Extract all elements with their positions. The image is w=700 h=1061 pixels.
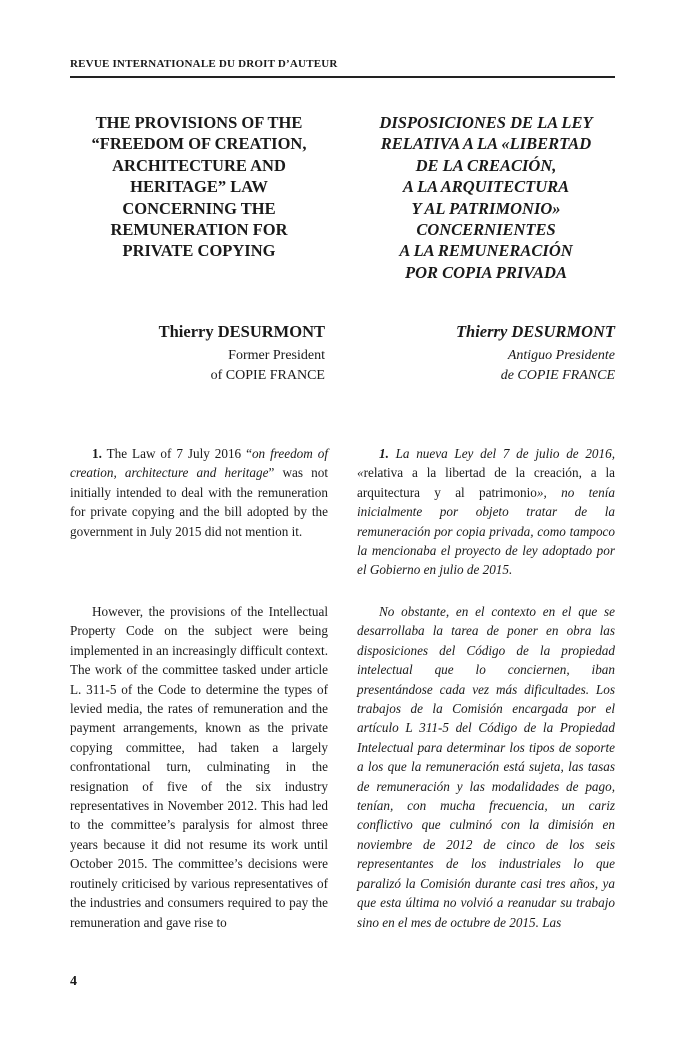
- english-title-line: HERITAGE” LAW: [130, 177, 268, 197]
- english-title-line: THE PROVISIONS OF THE: [95, 113, 303, 132]
- english-affiliation: [70, 346, 325, 386]
- spanish-title-line: A LA ARQUITECTURA: [402, 177, 570, 197]
- english-title-line: PRIVATE COPYING: [122, 241, 276, 261]
- header-rule: [70, 76, 615, 78]
- english-paragraph-1: [70, 444, 328, 541]
- english-title-line: ARCHITECTURE AND: [112, 155, 286, 175]
- spanish-para1-text-end: », no tenía inicialmente por objeto tratar de la remuneración por copia privada, como tampoco la mencionaba el proyecto de ley adoptado por el Gobierno en julio de 2015.: [357, 484, 615, 578]
- spanish-affiliation-line: de COPIE FRANCE: [500, 368, 615, 383]
- spanish-title-line: DISPOSICIONES DE LA LEY: [379, 113, 593, 132]
- english-title: [70, 112, 328, 262]
- page-number: 4: [70, 974, 77, 989]
- english-para1-text: The Law of 7 July 2016 “: [101, 446, 252, 461]
- english-affiliation-line: Former President: [228, 348, 325, 363]
- english-title-line: CONCERNING THE: [122, 198, 276, 218]
- spanish-affiliation-line: Antiguo Presidente: [507, 348, 615, 363]
- english-affiliation-line: of COPIE FRANCE: [210, 368, 325, 383]
- spanish-title: [357, 112, 615, 283]
- english-author: Thierry DESURMONT: [158, 322, 325, 341]
- spanish-title-line: A LA REMUNERACIÓN: [399, 241, 573, 261]
- spanish-affiliation: [357, 346, 615, 386]
- spanish-title-line: Y AL PATRIMONIO»: [411, 198, 561, 218]
- spanish-title-line: CONCERNIENTES: [416, 220, 556, 240]
- spanish-title-line: POR COPIA PRIVADA: [405, 262, 567, 282]
- paragraph-number: 1.: [379, 446, 389, 461]
- paragraph-number: 1.: [92, 446, 102, 461]
- spanish-para2-text: No obstante, en el contexto en el que se desarrollaba la tarea de poner en obra las disposiciones del Código de la propiedad intelectual que lo conciernen, iban presentándose cada vez más dificultades. Los trabajos de la Comisión encargada por el artículo L 311-5 del Código de la Propiedad Intelectual para determinar los tipos de soporte a los que la remuneración está sujeta, las tasas de remuneración y las modalidades de pago, tenían, con mucha frecuencia, un cariz conflictivo que culminó con la dimisión en noviembre de 2012 de cinco de los seis representantes de los industriales lo que paralizó la Comisión durante casi tres años, ya que esta última no volvió a reanudar su trabajo sino en el mes de octubre de 2015. Las: [357, 604, 615, 930]
- english-law-title: on freedom of creation, architecture and heritage: [70, 446, 328, 481]
- spanish-author: Thierry DESURMONT: [455, 322, 615, 341]
- spanish-para1-text: La nueva Ley del 7 de julio de 2016, «: [357, 446, 615, 481]
- english-title-line: “FREEDOM OF CREATION,: [91, 134, 307, 154]
- spanish-title-line: DE LA CREACIÓN,: [415, 155, 557, 175]
- spanish-law-title: relativa a la libertad de la creación, a la arquitectura y al patrimonio: [357, 465, 615, 500]
- spanish-paragraph-2: [357, 602, 615, 932]
- english-paragraph-2: [70, 602, 328, 932]
- spanish-paragraph-1: [357, 444, 615, 580]
- spanish-title-line: RELATIVA A LA «LIBERTAD: [380, 134, 592, 154]
- english-title-line: REMUNERATION FOR: [110, 220, 288, 240]
- running-head: REVUE INTERNATIONALE DU DROIT D’AUTEUR: [70, 58, 338, 70]
- english-para2-text: However, the provisions of the Intellectual Property Code on the subject were being implemented in an increasingly difficult context. The work of the committee tasked under article L. 311-5 of the Code to determine the types of levied media, the rates of remuneration and the payment arrangements, known as the private copying committee, had taken a largely confrontational turn, culminating in the resignation of five of the six industry representatives in November 2012. This had led to the committee’s paralysis for almost three years because it did not resume its work until October 2015. The committee’s decisions were routinely criticised by various representatives of the industries and consumers required to pay the remuneration and gave rise to: [70, 604, 328, 930]
- english-para1-text-end: ” was not initially intended to deal with the remuneration for private copying and the bill adopted by the government in July 2015 did not mention it.: [70, 465, 328, 539]
